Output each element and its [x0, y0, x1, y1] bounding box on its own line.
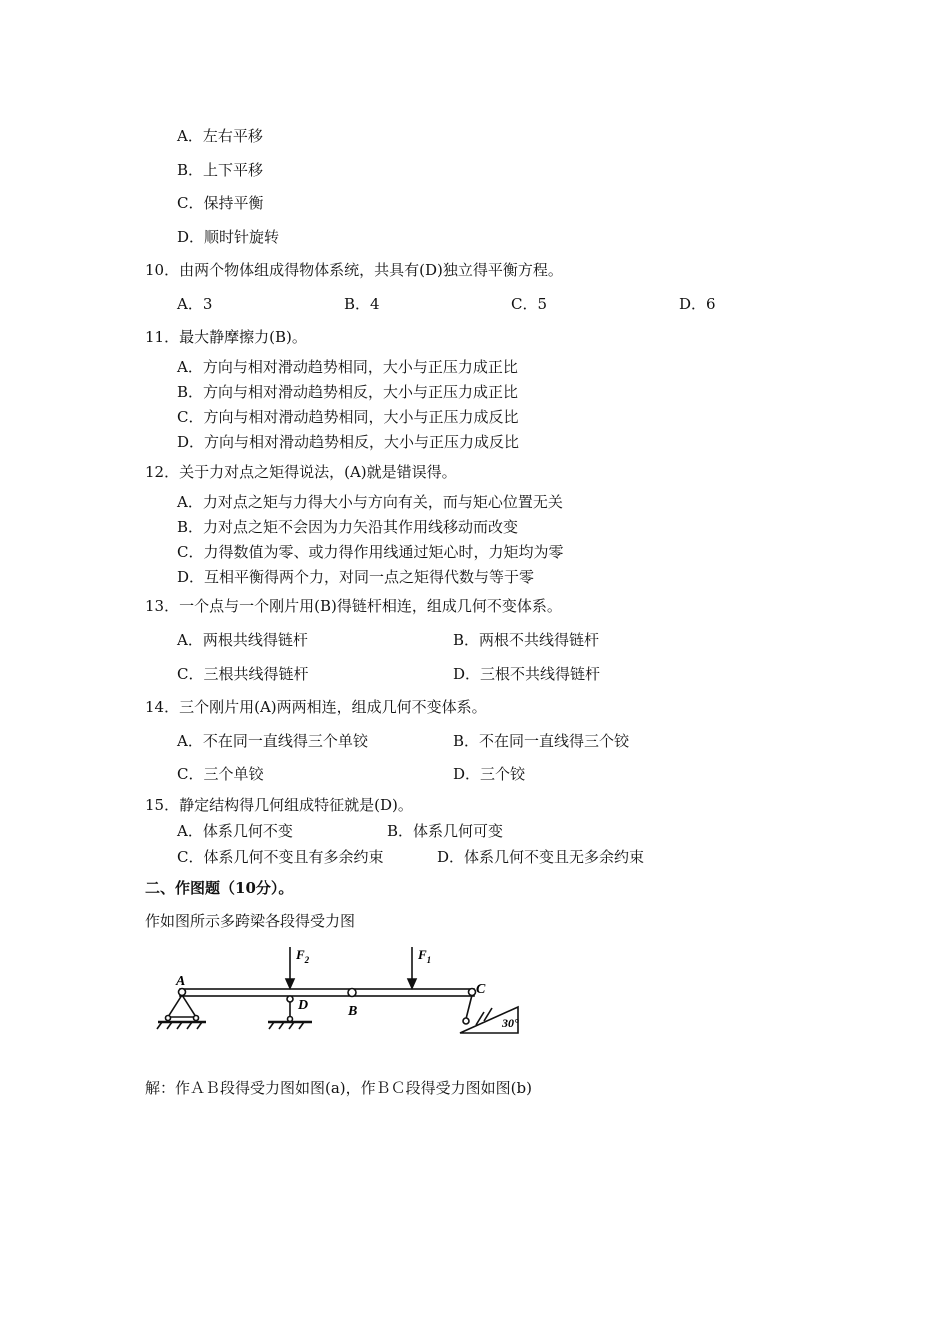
- answer-text: 解：作ＡＢ段得受力图如图(a)，作ＢＣ段得受力图如图(b): [145, 1079, 532, 1097]
- label-a: A: [176, 974, 186, 989]
- q11-option-d: D．方向与相对滑动趋势相反，大小与正压力成反比: [177, 433, 520, 451]
- q12-option-b: B．力对点之矩不会因为力矢沿其作用线移动而改变: [177, 518, 519, 536]
- q11-stem: 11．最大静摩擦力(B)。: [145, 328, 307, 346]
- q14-option-c: C．三个单铰: [177, 765, 264, 783]
- q14-option-a: A．不在同一直线得三个单铰: [177, 732, 368, 750]
- force-f2-arrow: [286, 947, 294, 988]
- q14-option-b: B．不在同一直线得三个铰: [453, 732, 630, 750]
- q12-option-c: C．力得数值为零、或力得作用线通过矩心时，力矩均为零: [177, 543, 564, 561]
- label-d: D: [298, 998, 309, 1013]
- q12-option-a: A．力对点之矩与力得大小与方向有关，而与矩心位置无关: [177, 493, 563, 511]
- section-prompt: 作如图所示多跨梁各段得受力图: [145, 912, 356, 930]
- q14-stem: 14．三个刚片用(A)两两相连，组成几何不变体系。: [145, 698, 487, 716]
- beam-bc: [354, 989, 474, 996]
- q10-option-c: C．5: [511, 295, 548, 313]
- q10-stem: 10．由两个物体组成得物体系统，共具有(D)独立得平衡方程。: [145, 261, 563, 279]
- q10-option-b: B．4: [344, 295, 380, 313]
- q11-option-c: C．方向与相对滑动趋势相同，大小与正压力成反比: [177, 408, 519, 426]
- q15-option-c: C．体系几何不变且有多余约束: [177, 848, 384, 866]
- q13-option-d: D．三根不共线得链杆: [453, 665, 601, 683]
- q13-option-a: A．两根共线得链杆: [177, 631, 308, 649]
- q9-option-a: A．左右平移: [177, 127, 263, 145]
- beam-figure: [140, 935, 540, 1045]
- q14-option-d: D．三个铰: [453, 765, 526, 783]
- q12-stem: 12．关于力对点之矩得说法，(A)就是错误得。: [145, 463, 457, 481]
- q15-stem: 15．静定结构得几何组成特征就是(D)。: [145, 796, 413, 814]
- beam-ab: [180, 989, 350, 996]
- q11-option-b: B．方向与相对滑动趋势相反，大小与正压力成正比: [177, 383, 519, 401]
- q15-option-a: A．体系几何不变: [177, 822, 293, 840]
- label-b: B: [348, 1004, 358, 1019]
- q12-option-d: D．互相平衡得两个力，对同一点之矩得代数与等于零: [177, 568, 535, 586]
- q10-option-d: D．6: [679, 295, 716, 313]
- q11-option-a: A．方向与相对滑动趋势相同，大小与正压力成正比: [177, 358, 518, 376]
- q13-stem: 13．一个点与一个刚片用(B)得链杆相连，组成几何不变体系。: [145, 597, 562, 615]
- label-c: C: [476, 982, 486, 997]
- label-f2: $F_2$: [296, 947, 310, 965]
- label-f1: $F_1$: [418, 947, 432, 965]
- q9-option-c: C．保持平衡: [177, 194, 264, 212]
- q13-option-b: B．两根不共线得链杆: [453, 631, 600, 649]
- q13-option-c: C．三根共线得链杆: [177, 665, 309, 683]
- hinge-b: [348, 989, 356, 997]
- q9-option-d: D．顺时针旋转: [177, 228, 280, 246]
- label-angle: 30°: [502, 1016, 519, 1030]
- q15-option-b: B．体系几何可变: [387, 822, 504, 840]
- q9-option-b: B．上下平移: [177, 161, 264, 179]
- q10-option-a: A．3: [177, 295, 213, 313]
- force-f1-arrow: [408, 947, 416, 988]
- q15-option-d: D．体系几何不变且无多余约束: [437, 848, 645, 866]
- section-heading: 二、作图题（10分）。: [145, 879, 294, 897]
